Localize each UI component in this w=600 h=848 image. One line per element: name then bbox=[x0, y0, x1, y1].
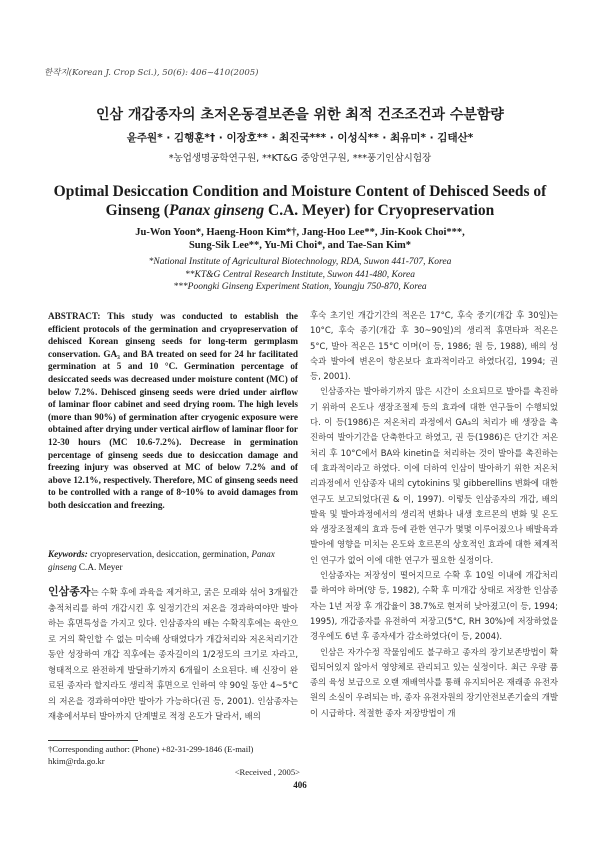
corresponding-author: †Corresponding author: (Phone) +82-31-299-1846 (E-mail) hkim@rda.go.kr bbox=[48, 744, 254, 766]
english-title bbox=[40, 182, 560, 220]
english-authors bbox=[40, 226, 560, 252]
page-number: 406 bbox=[293, 780, 307, 790]
affiliation-1: *National Institute of Agricultural Biotechnology, RDA, Suwon 441-707, Korea bbox=[148, 257, 452, 267]
right-paragraph-1: 후숙 초기인 개갑기간의 적온은 17°C, 후숙 중기(개갑 후 30일)는 10°C, 후숙 종기(개갑 후 30~90일)의 생리적 휴면타파 적온은 5°C, 발아 적온은 15°C 이며(이 등, 1986; 원 등, 1988), 배의 성숙과 발아에 변온이 항온보다 효과적이라고 하였다(김, 1994; 권 등, 2001). bbox=[310, 310, 558, 382]
korean-affiliations: *농업생명공학연구원, **KT&G 중앙연구원, ***풍기인삼시험장 bbox=[168, 153, 432, 164]
right-column bbox=[310, 308, 558, 721]
korean-authors: 윤주원* · 김행훈*† · 이장호** · 최진국*** · 이성식** · 최유미* · 김태산* bbox=[126, 132, 474, 144]
journal-reference: 한작지(Korean J. Crop Sci.), 50(6): 406~410(2005) bbox=[44, 68, 259, 78]
footnote-divider bbox=[48, 740, 138, 741]
right-paragraph-3: 인삼종자는 저장성이 떨어지므로 수확 후 10일 이내에 개갑처리를 하여야 하며(양 등, 1982), 수확 후 미개갑 상태로 저장한 인삼종자는 1년 저장 후 개갑율이 38.7%로 현저히 낮아졌고(이 등, 1994; 1995), 개갑종자를 유전하여 저장고(5°C, RH 30%)에 저장하였을 경우에도 6년 후 종자세가 감소하였다(이 등, 2004). bbox=[310, 570, 558, 642]
keywords-label: Keywords: bbox=[48, 549, 88, 559]
affiliation-2: **KT&G Central Research Institute, Suwon 441-480, Korea bbox=[185, 269, 415, 280]
english-title-line-2: Ginseng (Panax ginseng C.A. Meyer) for Cryopreservation bbox=[105, 202, 495, 219]
abstract-label: ABSTRACT: bbox=[48, 311, 101, 321]
english-authors-line-2: Sung-Sik Lee**, Yu-Mi Choi*, and Tae-San Kim* bbox=[188, 240, 412, 251]
affiliation-3: ***Poongki Ginseng Experiment Station, Youngju 750-870, Korea bbox=[173, 282, 427, 292]
korean-title: 인삼 개갑종자의 초저온동결보존을 위한 최적 건조조건과 수분함량 bbox=[96, 107, 504, 123]
english-title-line-1: Optimal Desiccation Condition and Moisture Content of Dehisced Seeds of bbox=[53, 183, 547, 200]
abstract bbox=[48, 310, 298, 512]
right-paragraph-2: 인삼종자는 발아하기까지 많은 시간이 소요되므로 발아를 촉진하기 위하여 온도나 생장조절제 등의 효과에 대한 연구들이 수행되었다. 이 등(1986)은 저온처리 과정에서 GA₃의 처리가 배 생장을 촉진하여 발아기간을 단축한다고 하였고, 권 등(1986)은 단기간 저온처리 후 10°C에서 BA와 kinetin을 처리하는 것이 발아를 촉진하는데 효과적이라고 하였다. 이에 더하여 인삼이 발아하기 위한 저온처리과정에서 인삼종자 내의 cytokinins 및 gibberellins 변화에 대한 연구도 보고되었다(권 & 이, 1997). 이렇듯 인삼종자의 개갑, 배의 발육 및 발아과정에서의 생리적 변화나 내생 호르몬의 변화 및 온도와 생장조절제의 효과 등에 관한 연구가 몇몇 이루어졌으나 배발육과 발아에 영향을 미치는 온도와 호르몬의 상호적인 효과에 대한 체계적인 연구가 없어 이에 대한 연구가 필요한 실정이다. bbox=[310, 386, 558, 565]
footnote: †Corresponding author: (Phone) +82-31-299-1846 (E-mail) hkim@rda.go.kr <Received , 2005> bbox=[48, 744, 300, 777]
right-paragraph-4: 인삼은 자가수정 작물임에도 불구하고 종자의 장기보존방법이 확립되어있지 않아서 영양체로 관리되고 있는 실정이다. 최근 우량 품종의 육성 보급으로 오랜 재배역사를 통해 유지되어온 재래종 유전자원의 소실이 우려되는 바, 종자 유전자원의 장기안전보존기술의 개발이 시급하다. 적절한 종자 저장방법이 개 bbox=[310, 646, 558, 718]
english-affiliations bbox=[40, 256, 560, 294]
abstract-text: This study was conducted to establish the efficient protocols of the germination and cryopreservation of dehisced Korean ginseng seeds for long-term germplasm conservation. GA₃ and BA treated on seed for 24 hr facilitated germination at 5 and 10 °C. Germination percentage of desiccated seeds was decreased under moisture content (MC) of below 7.2%. Dehisced ginseng seeds were dried under airflow of laminar floor cabinet and seed drying room. The high levels (more than 90%) of germination after cryogenic exposure were obtained after drying under vertical airflow of laminar floor for 12-30 hours (MC 10.6-7.2%). Decrease in germination percentage of ginseng seeds due to desiccation damage and freezing injury was observed at MC of below 7.2% and of above 12.1%, respectively. Therefore, MC of ginseng seeds need to be controlled with a range of 8~10% to avoid damages from both desiccation and freezing. bbox=[48, 311, 298, 510]
introduction-paragraph: 인삼종자는 수확 후에 과육을 제거하고, 굵은 모래와 섞어 3개월간 충적처리를 하여 개갑시킨 후 일정기간의 저온을 경과하여야만 발아하는 휴면특성을 가지고 있다. 인삼종자의 배는 수확직후에는 육안으로 거의 확인할 수 없는 미숙배 상태였다가 개갑처리와 저온처리기간 동안 성장하여 개갑 직후에는 종자길이의 1/2정도의 크기로 자라고, 형태적으로 완전하게 발달하기까지 6개월이 소요된다. 배 신장이 완료된 종자라 할지라도 생리적 휴면으로 인하여 약 90일 동안 4~5°C의 저온을 경과하여야만 발아가 가능하다(권 등, 2001). 인삼종자는 재총에서부터 발아까지 단계별로 적정 온도가 달라서, 배의 bbox=[48, 585, 298, 721]
keywords: Keywords: cryopreservation, desiccation, germination, Panax ginseng C.A. Meyer bbox=[48, 549, 275, 572]
introduction-lead-word: 인삼종자 bbox=[48, 585, 91, 598]
english-authors-line-1: Ju-Won Yoon*, Haeng-Hoon Kim*†, Jang-Hoo Lee**, Jin-Kook Choi***, bbox=[135, 227, 465, 238]
